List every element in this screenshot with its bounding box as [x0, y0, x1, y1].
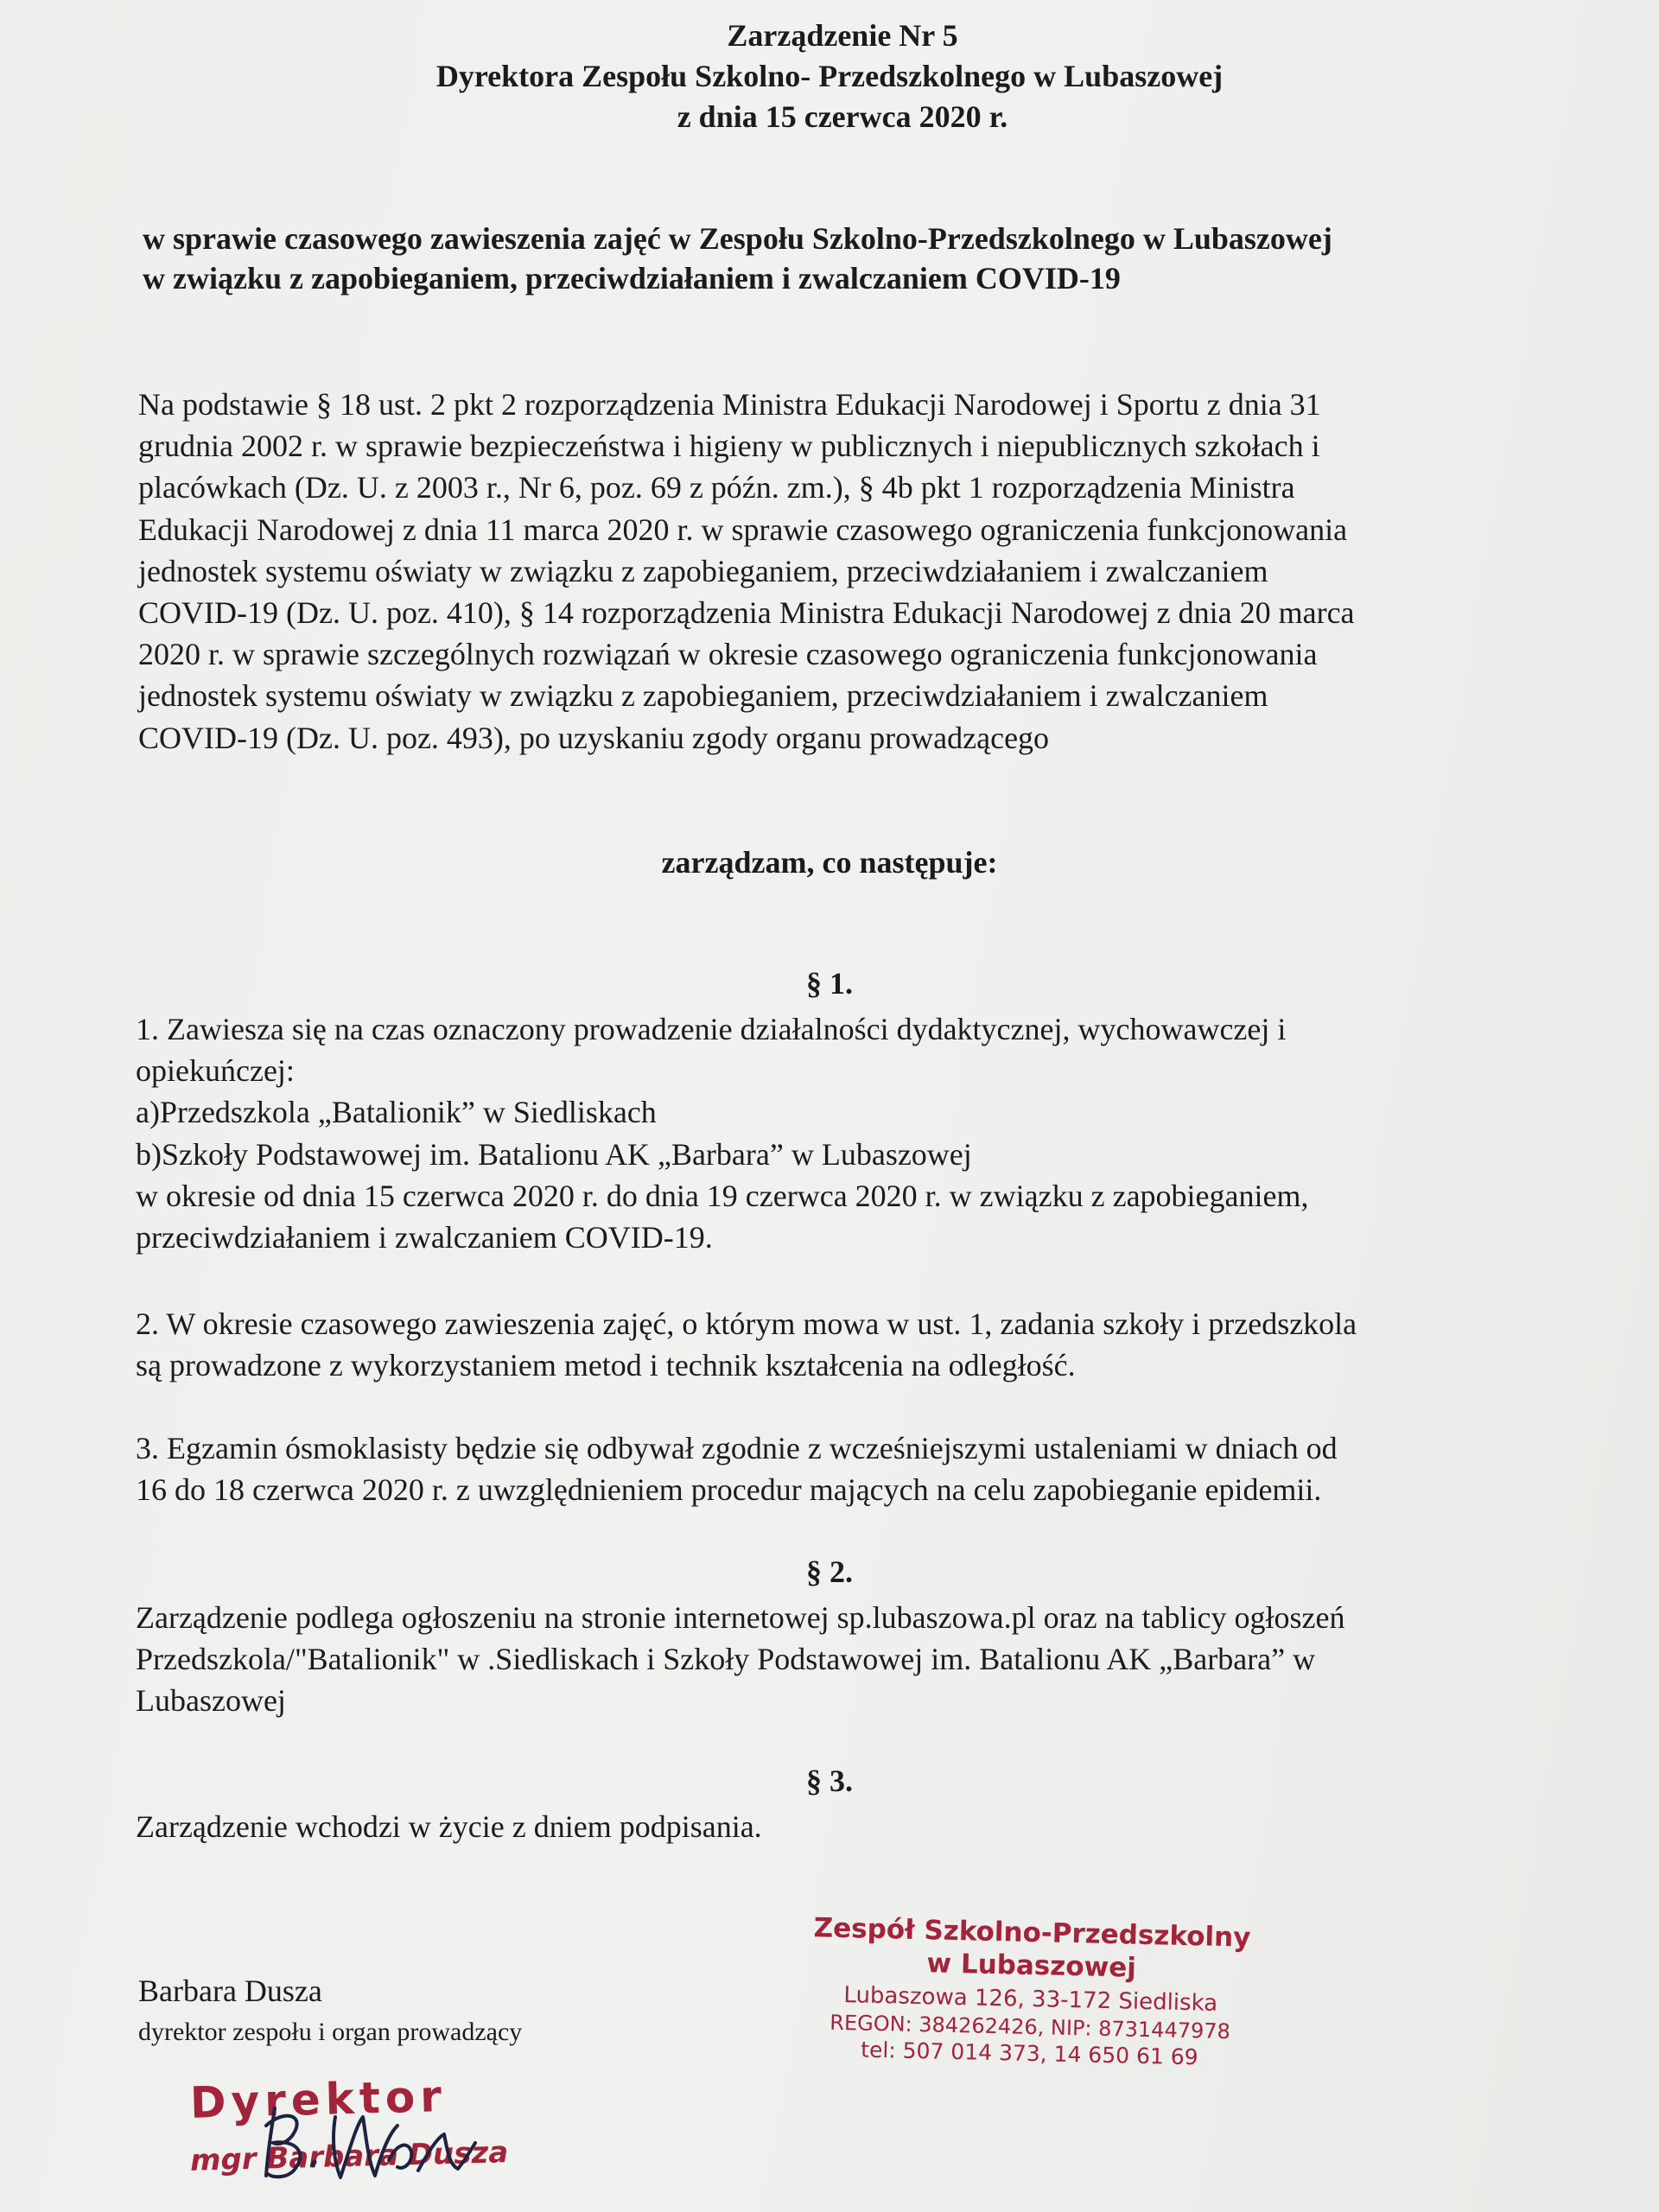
decree-subject	[143, 219, 1332, 298]
section-line: Lubaszowej	[136, 1683, 286, 1719]
subject-line: w sprawie czasowego zawieszenia zajęć w Zespołu Szkolno-Przedszkolnego w Lubaszowej	[143, 221, 1332, 256]
stamp-phone: tel: 507 014 373, 14 650 61 69	[860, 2037, 1198, 2070]
section-line: 2. W okresie czasowego zawieszenia zajęć, o którym mowa w ust. 1, zadania szkoły i przedszkola	[136, 1306, 1357, 1341]
section-2-text	[136, 1597, 1344, 1722]
director-stamp-name: mgr Barbara Dusza	[189, 2135, 509, 2178]
section-line: opiekuńczej:	[136, 1053, 295, 1089]
section-line: w okresie od dnia 15 czerwca 2020 r. do dnia 19 czerwca 2020 r. w związku z zapobieganiem,	[136, 1178, 1309, 1213]
legal-basis-line: grudnia 2002 r. w sprawie bezpieczeństwa i higieny w publicznych i niepublicznych szkołach i	[138, 429, 1320, 464]
section-line: są prowadzone z wykorzystaniem metod i technik kształcenia na odległość.	[136, 1348, 1076, 1383]
director-stamp-title: Dyrektor	[189, 2071, 448, 2128]
section-line: przeciwdziałaniem i zwalczaniem COVID-19.	[136, 1220, 713, 1255]
section-3-mark: § 3.	[806, 1764, 853, 1798]
section-line: 1. Zawiesza się na czas oznaczony prowadzenie działalności dydaktycznej, wychowawczej i	[136, 1012, 1287, 1046]
stamp-ids: REGON: 384262426, NIP: 8731447978	[830, 2010, 1231, 2044]
section-1-mark: § 1.	[806, 966, 853, 1001]
signatory-role: dyrektor zespołu i organ prowadzący	[138, 2018, 523, 2046]
school-stamp	[779, 1910, 1283, 2073]
section-line: a)Przedszkola „Batalionik” w Siedliskach	[136, 1095, 657, 1130]
section-line: 16 do 18 czerwca 2020 r. z uwzględnieniem procedur mających na celu zapobieganie epidemii.	[136, 1472, 1322, 1508]
decree-number: Zarządzenie Nr 5	[727, 18, 958, 53]
legal-basis-line: jednostek systemu oświaty w związku z zapobieganiem, przeciwdziałaniem i zwalczaniem	[138, 678, 1268, 714]
section-1-point-1	[136, 1008, 1309, 1258]
section-1-point-3	[136, 1427, 1338, 1510]
legal-basis	[138, 384, 1355, 759]
section-1-point-2	[136, 1303, 1357, 1386]
legal-basis-line: 2020 r. w sprawie szczególnych rozwiązań w okresie czasowego ograniczenia funkcjonowania	[138, 637, 1318, 672]
stamp-address: Lubaszowa 126, 33-172 Siedliska	[843, 1982, 1218, 2017]
stamp-school-name: Zespół Szkolno-Przedszkolny	[813, 1912, 1251, 1954]
subject-line: w związku z zapobieganiem, przeciwdziałaniem i zwalczaniem COVID-19	[143, 261, 1121, 296]
section-line: Zarządzenie podlega ogłoszeniu na stronie internetowej sp.lubaszowa.pl oraz na tablicy ogłoszeń	[136, 1600, 1345, 1635]
issuer: Dyrektora Zespołu Szkolno- Przedszkolnego w Lubaszowej	[435, 59, 1224, 93]
decree-intro: zarządzam, co następuje:	[661, 845, 998, 880]
stamp-school-location: w Lubaszowej	[926, 1948, 1137, 1984]
legal-basis-line: jednostek systemu oświaty w związku z zapobieganiem, przeciwdziałaniem i zwalczaniem	[138, 553, 1268, 588]
signatory-name: Barbara Dusza	[138, 1974, 322, 2008]
section-3-text: Zarządzenie wchodzi w życie z dniem podpisania.	[136, 1809, 762, 1844]
section-line: Przedszkola/"Batalionik" w .Siedliskach i Szkoły Podstawowej im. Batalionu AK „Barbara” w	[136, 1642, 1316, 1677]
legal-basis-line: placówkach (Dz. U. z 2003 r., Nr 6, poz. 69 z późn. zm.), § 4b pkt 1 rozporządzenia Ministra	[138, 470, 1295, 505]
section-2-mark: § 2.	[806, 1554, 853, 1589]
handwritten-signature	[259, 2091, 484, 2195]
decree-date: z dnia 15 czerwca 2020 r.	[677, 99, 1008, 134]
legal-basis-line: Edukacji Narodowej z dnia 11 marca 2020 r. w sprawie czasowego ograniczenia funkcjonowania	[138, 512, 1348, 547]
legal-basis-line: Na podstawie § 18 ust. 2 pkt 2 rozporządzenia Ministra Edukacji Narodowej i Sportu z dnia 31	[138, 387, 1321, 422]
legal-basis-line: COVID-19 (Dz. U. poz. 410), § 14 rozporządzenia Ministra Edukacji Narodowej z dnia 20 marca	[138, 595, 1355, 631]
legal-basis-line: COVID-19 (Dz. U. poz. 493), po uzyskaniu zgody organu prowadzącego	[138, 720, 1050, 755]
section-line: b)Szkoły Podstawowej im. Batalionu AK „Barbara” w Lubaszowej	[136, 1136, 972, 1172]
section-line: 3. Egzamin ósmoklasisty będzie się odbywał zgodnie z wcześniejszymi ustaleniami w dniach od	[136, 1431, 1338, 1465]
document-header	[0, 16, 1659, 137]
